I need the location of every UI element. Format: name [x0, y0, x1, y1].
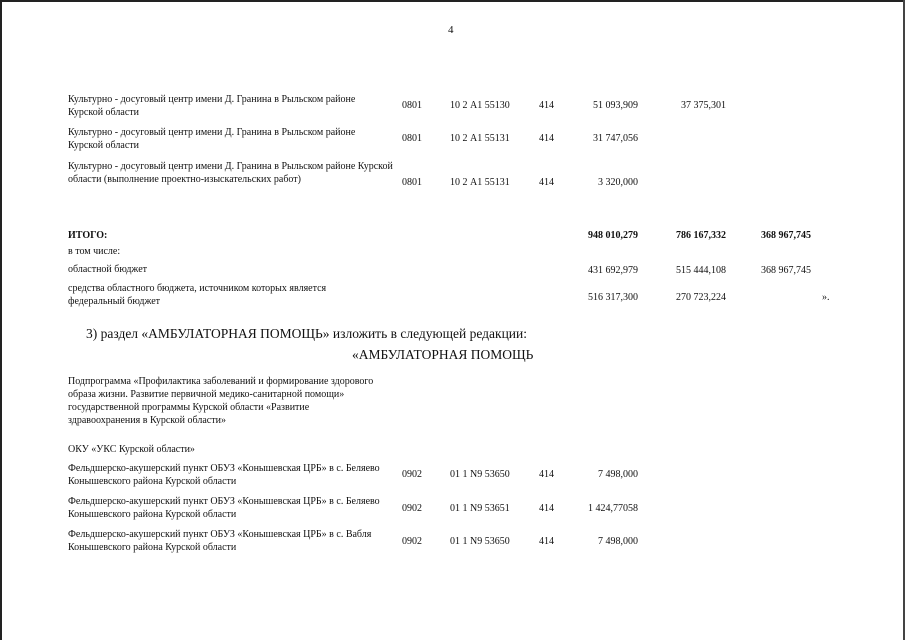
row-amount-year2: 37 375,301 [681, 100, 726, 111]
row-name: Фельдшерско-акушерский пункт ОБУЗ «Конышевская ЦРБ» в с. Беляево Конышевского района Курской области [68, 496, 380, 520]
federal-budget-label: средства областного бюджета, источником которых является федеральный бюджет [68, 283, 327, 307]
page-number: 4 [448, 24, 454, 36]
organization-label: ОКУ «УКС Курской области» [68, 444, 195, 455]
row-name: Культурно - досуговый центр имени Д. Гранина в Рыльском районе Курской области [68, 127, 356, 151]
row-target-code: 01 1 N9 53650 [450, 536, 510, 547]
total-year3: 368 967,745 [761, 230, 811, 241]
row-section-code: 0902 [402, 503, 422, 514]
total-year1: 948 010,279 [588, 230, 638, 241]
row-target-code: 01 1 N9 53650 [450, 469, 510, 480]
row-target-code: 10 2 А1 55131 [450, 177, 510, 188]
row-expense-type: 414 [539, 133, 554, 144]
regional-budget-label: областной бюджет [68, 264, 148, 275]
federal-year2: 270 723,224 [676, 292, 726, 303]
row-name: Фельдшерско-акушерский пункт ОБУЗ «Конышевская ЦРБ» в с. Вабля Конышевского района Курской области [68, 529, 372, 553]
regional-year2: 515 444,108 [676, 265, 726, 276]
row-amount-year1: 7 498,000 [598, 536, 638, 547]
federal-year1: 516 317,300 [588, 292, 638, 303]
row-amount-year1: 3 320,000 [598, 177, 638, 188]
section-heading: 3) раздел «АМБУЛАТОРНАЯ ПОМОЩЬ» изложить в следующей редакции: [86, 326, 527, 341]
row-amount-year1: 7 498,000 [598, 469, 638, 480]
page-border [0, 0, 905, 2]
closing-quote: ». [822, 292, 830, 303]
row-expense-type: 414 [539, 536, 554, 547]
subprogram-text: Подпрограмма «Профилактика заболеваний и формирование здорового образа жизни. Развитие первичной медико-санитарной помощи» государственной программы Курской области «Развитие здравоохранения в Курской области» [68, 376, 374, 426]
row-section-code: 0801 [402, 177, 422, 188]
row-target-code: 10 2 А1 55130 [450, 100, 510, 111]
total-year2: 786 167,332 [676, 230, 726, 241]
row-expense-type: 414 [539, 177, 554, 188]
row-target-code: 10 2 А1 55131 [450, 133, 510, 144]
row-section-code: 0902 [402, 469, 422, 480]
page-border [0, 0, 2, 640]
row-name: Культурно - досуговый центр имени Д. Гранина в Рыльском районе Курской области [68, 94, 356, 118]
row-amount-year1: 31 747,056 [593, 133, 638, 144]
row-section-code: 0902 [402, 536, 422, 547]
row-section-code: 0801 [402, 133, 422, 144]
total-label: ИТОГО: [68, 230, 108, 241]
row-expense-type: 414 [539, 100, 554, 111]
row-section-code: 0801 [402, 100, 422, 111]
row-name: Фельдшерско-акушерский пункт ОБУЗ «Конышевская ЦРБ» в с. Беляево Конышевского района Курской области [68, 463, 380, 487]
including-label: в том числе: [68, 246, 121, 257]
section-title: «АМБУЛАТОРНАЯ ПОМОЩЬ [352, 347, 534, 362]
row-expense-type: 414 [539, 503, 554, 514]
row-amount-year1: 1 424,77058 [588, 503, 638, 514]
row-expense-type: 414 [539, 469, 554, 480]
regional-year3: 368 967,745 [761, 265, 811, 276]
regional-year1: 431 692,979 [588, 265, 638, 276]
row-name: Культурно - досуговый центр имени Д. Гранина в Рыльском районе Курской области (выполнение проектно-изыскательских работ) [68, 161, 393, 185]
row-target-code: 01 1 N9 53651 [450, 503, 510, 514]
row-amount-year1: 51 093,909 [593, 100, 638, 111]
